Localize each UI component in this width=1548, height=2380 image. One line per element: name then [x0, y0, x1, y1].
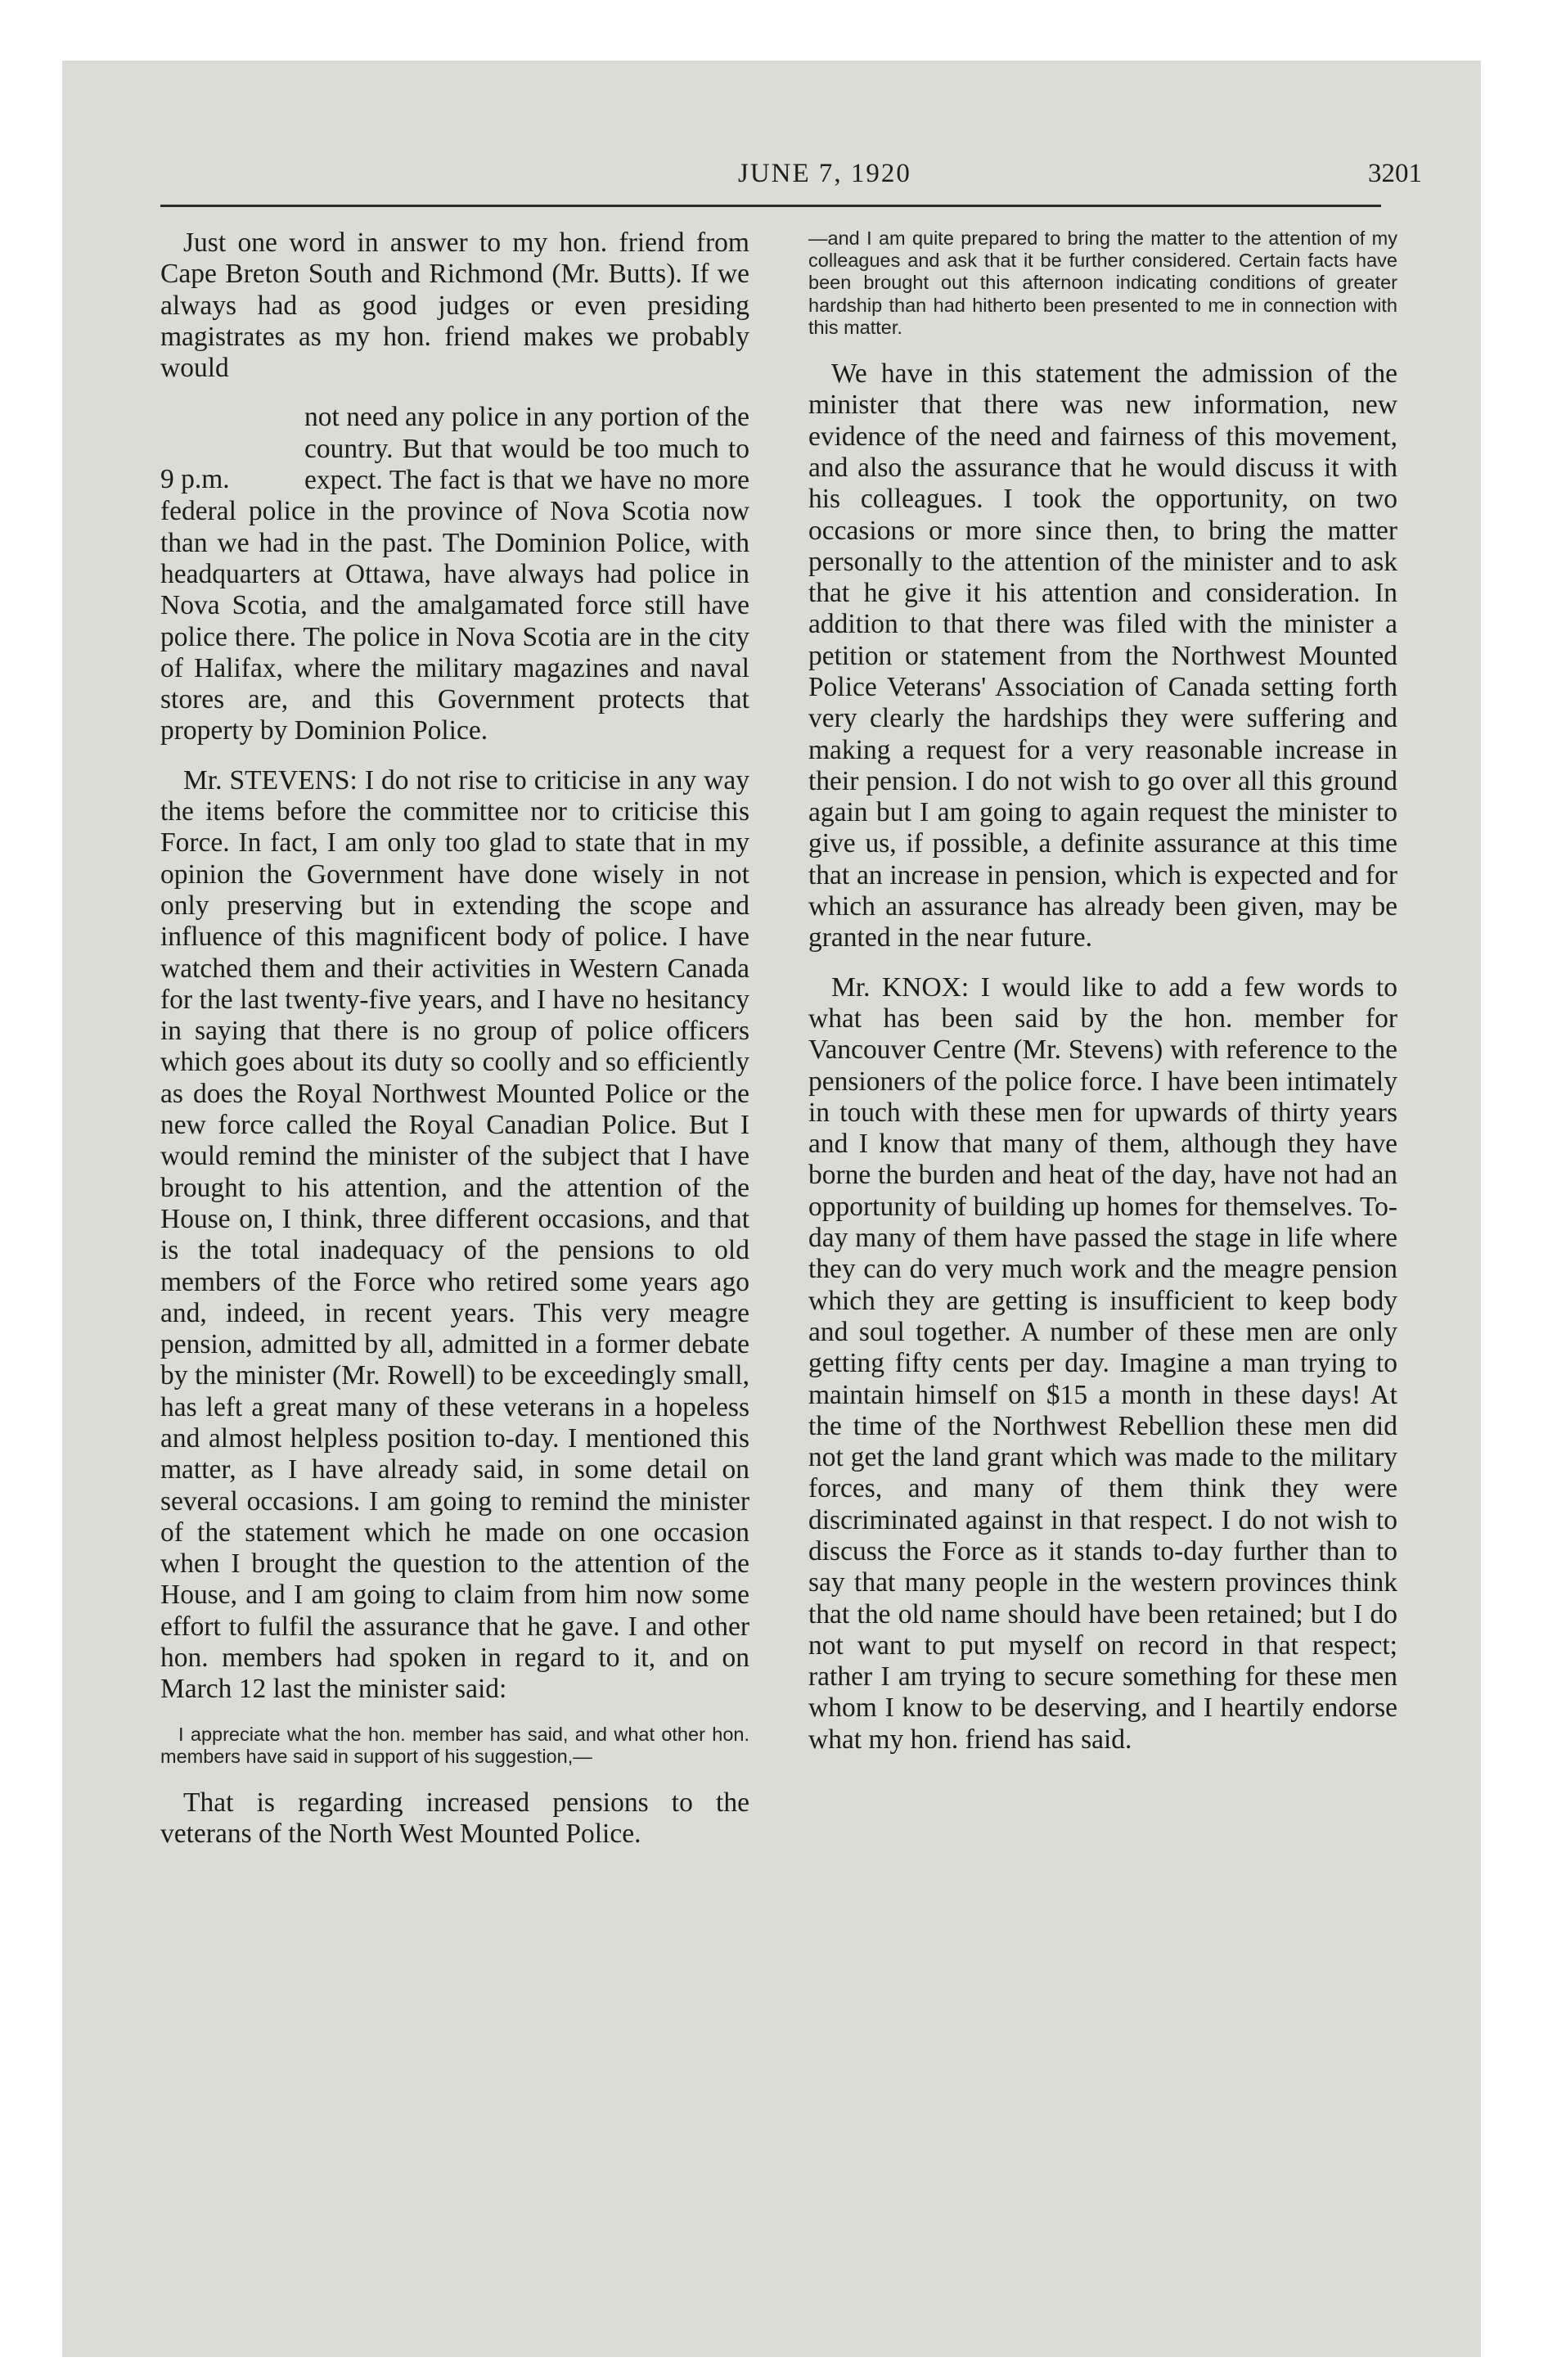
page-header — [62, 61, 1481, 208]
left-column — [160, 228, 749, 1868]
stevens-speech-continued: We have in this statement the admission of the minister that there was new information, new evidence of the need and fairness of this movement, and also the assurance that he would discuss it with his colleagues. I took the opportunity, on two occasions or more since then, to bring the matter personally to the attention of the minister and to ask that he give it his attention and consideration. In addition to that there was filed with the minister a petition or statement from the Northwest Mounted Police Veterans' Association of Canada setting forth very clearly the hardships they were suffering and making a request for a very reasonable increase in their pension. I do not wish to go over all this ground again but I am going to again request the minister to give us, if possible, a definite assurance at this time that an increase in pension, which is expected and for which an assurance has already been given, may be granted in the near future. — [808, 358, 1397, 953]
page-date: JUNE 7, 1920 — [738, 159, 911, 188]
sitting-timestamp: 9 p.m. — [160, 464, 230, 495]
hansard-page — [62, 61, 1481, 2357]
butts-reply-continued: not need any police in any portion of the country. But that would be too much to expect. The fact is that we have no more federal police in the province of Nova Scotia now than we had in the past. The Dominion Police, with headquarters at Ottawa, have always had police in Nova Scotia, and the amalgamated force still have police there. The police in Nova Scotia are in the city of Halifax, where the military magazines and naval stores are, and this Government protects that property by Dominion Police. — [160, 402, 749, 746]
butts-reply-opening: Just one word in answer to my hon. friend from Cape Breton South and Richmond (Mr. Butts). If we always had as good judges or even presiding magistrates as my hon. friend makes we probably would — [160, 228, 749, 384]
right-column — [808, 228, 1397, 1774]
timestamp-block — [160, 402, 749, 764]
header-rule — [160, 205, 1381, 207]
stevens-clarification: That is regarding increased pensions to the veterans of the North West Mounted Police. — [160, 1787, 749, 1850]
minister-quote-continued: —and I am quite prepared to bring the matter to the attention of my colleagues and ask that it be further considered. Certain facts have been brought out this afternoon indicating conditions of greater hardship than had hitherto been presented to me in connection with this matter. — [808, 228, 1397, 338]
minister-quote: I appreciate what the hon. member has said, and what other hon. members have said in support of his suggestion,— — [160, 1723, 749, 1767]
stevens-speech: Mr. STEVENS: I do not rise to criticise in any way the items before the committee nor to criticise this Force. In fact, I am only too glad to state that in my opinion the Government have done wisely in not only preserving but in extending the scope and influence of this magnificent body of police. I have watched them and their activities in Western Canada for the last twenty-five years, and I have no hesitancy in saying that there is no group of police officers which goes about its duty so coolly and so efficiently as does the Royal Northwest Mounted Police or the new force called the Royal Canadian Police. But I would remind the minister of the subject that I have brought to his attention, and the attention of the House on, I think, three different occasions, and that is the total inadequacy of the pensions to old members of the Force who retired some years ago and, indeed, in recent years. This very meagre pension, admitted by all, admitted in a former debate by the minister (Mr. Rowell) to be exceedingly small, has left a great many of these veterans in a hopeless and almost helpless position to-day. I mentioned this matter, as I have already said, in some detail on several occasions. I am going to remind the minister of the statement which he made on one occasion when I brought the question to the attention of the House, and I am going to claim from him now some effort to fulfil the assurance that he gave. I and other hon. members had spoken in regard to it, and on March 12 last the minister said: — [160, 764, 749, 1705]
page-number: 3201 — [1368, 159, 1422, 188]
knox-speech: Mr. KNOX: I would like to add a few words to what has been said by the hon. member for Vancouver Centre (Mr. Stevens) with reference to the pensioners of the police force. I have been intimately in touch with these men for upwards of thirty years and I know that many of them, although they have borne the burden and heat of the day, have not had an opportunity of building up homes for themselves. To-day many of them have passed the stage in life where they can do very much work and the meagre pension which they are getting is insufficient to keep body and soul together. A number of these men are only getting fifty cents per day. Imagine a man trying to maintain himself on $15 a month in these days! At the time of the Northwest Rebellion these men did not get the land grant which was made to the military forces, and many of them think they were discriminated against in that respect. I do not wish to discuss the Force as it stands to-day further than to say that many people in the western provinces think that the old name should have been retained; but I do not want to put myself on record in that respect; rather I am trying to secure something for these men whom I know to be deserving, and I heartily endorse what my hon. friend has said. — [808, 971, 1397, 1755]
